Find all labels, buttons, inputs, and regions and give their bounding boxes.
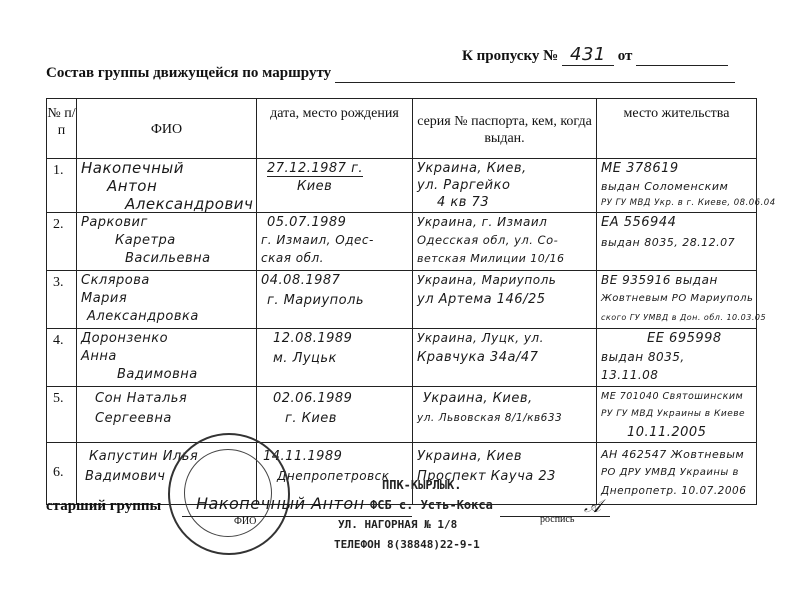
passport-line: Украина, Мариуполь xyxy=(417,273,557,287)
cell-passport xyxy=(413,159,597,213)
residence-line: 13.11.08 xyxy=(601,368,659,382)
col-num: № п/п xyxy=(47,99,77,159)
fio-line: Анна xyxy=(81,349,117,364)
residence-line: Днепропетр. 10.07.2006 xyxy=(601,485,747,497)
cell-birth xyxy=(257,329,413,387)
passport-line: 4 кв 73 xyxy=(437,195,490,210)
fio-line: Вадимович xyxy=(85,469,166,484)
residence-line: Жовтневым РО Мариуполь xyxy=(601,293,754,304)
fio-line: Накопечный xyxy=(81,159,185,177)
fio-line: Мария xyxy=(81,291,128,306)
pass-label: К пропуску № xyxy=(462,48,559,64)
cell-birth xyxy=(257,159,413,213)
passport-line: ул Артема 146/25 xyxy=(417,292,546,307)
birth-line: 27.12.1987 г. xyxy=(267,161,364,176)
pass-number: 431 xyxy=(562,44,614,66)
residence-line: РУ ГУ МВД Украины в Киеве xyxy=(601,409,746,419)
cell-birth xyxy=(257,387,413,443)
stamp-phone: ТЕЛЕФОН 8(38848)22-9-1 xyxy=(334,538,480,551)
row-num: 4. xyxy=(47,329,77,387)
birth-line: 05.07.1989 xyxy=(267,215,347,230)
cell-residence xyxy=(597,329,757,387)
cell-passport xyxy=(413,387,597,443)
cell-fio xyxy=(77,159,257,213)
fio-caption: ФИО xyxy=(234,516,257,527)
residence-line: РО ДРУ УМВД Украины в xyxy=(601,467,739,478)
residence-line: 10.11.2005 xyxy=(627,425,707,440)
birth-line: 04.08.1987 xyxy=(261,273,341,288)
fio-line: Васильевна xyxy=(125,251,211,266)
residence-line: выдан Соломенским xyxy=(601,180,729,193)
col-passport: серия № паспорта, кем, когда выдан. xyxy=(413,99,597,159)
stamp-org: ППК-КЫРЛЫК. xyxy=(382,478,462,492)
passport-line: Украина, Луцк, ул. xyxy=(417,331,544,345)
org-stamp xyxy=(334,478,550,560)
col-birth: дата, место рождения xyxy=(257,99,413,159)
fio-line: Сергеевна xyxy=(95,411,172,426)
passport-line: Украина, Киев, xyxy=(423,391,533,406)
cell-passport xyxy=(413,271,597,329)
cell-residence xyxy=(597,159,776,213)
cell-fio xyxy=(77,329,257,387)
birth-line: г. Киев xyxy=(285,411,337,426)
fio-line: Александровка xyxy=(87,309,199,324)
fio-line: Склярова xyxy=(81,273,150,288)
residence-line: АН 462547 Жовтневым xyxy=(601,448,745,461)
residence-line: МЕ 701040 Святошинским xyxy=(601,391,744,402)
fio-line: Капустин Илья xyxy=(89,449,199,464)
table-row xyxy=(47,159,757,213)
row-num: 5. xyxy=(47,387,77,443)
cell-fio xyxy=(77,271,257,329)
fio-line: Рарковиг xyxy=(81,215,148,230)
passport-line: Украина, Киев, xyxy=(417,161,527,176)
residence-line: выдан 8035, xyxy=(601,350,685,364)
row-num: 2. xyxy=(47,213,77,271)
passport-line: Украина, г. Измаил xyxy=(417,215,548,229)
passport-line: Украина, Киев xyxy=(417,449,523,464)
cell-birth xyxy=(257,271,413,329)
cell-fio xyxy=(77,213,257,271)
stamp-agency: ФСБ с. Усть-Кокса xyxy=(370,498,493,512)
row-num: 3. xyxy=(47,271,77,329)
fio-line: Антон xyxy=(107,177,158,195)
row-num: 6. xyxy=(47,443,77,505)
fio-line: Сон Наталья xyxy=(95,391,188,406)
from-date-blank xyxy=(636,48,728,66)
passport-line: ветская Милиции 10/16 xyxy=(417,252,565,265)
fio-line: Вадимовна xyxy=(117,367,198,382)
table-row xyxy=(47,271,757,329)
residence-line: ВЕ 935916 выдан xyxy=(601,273,718,287)
from-label: от xyxy=(617,48,633,64)
residence-line: ЕЕ 695998 xyxy=(647,331,722,346)
route-title xyxy=(46,65,735,83)
birth-line: ская обл. xyxy=(261,251,324,265)
residence-line: РУ ГУ МВД Укр. в г. Киеве, 08.06.04 xyxy=(601,198,776,208)
leader-name: Накопечный Антон xyxy=(196,494,365,513)
stamp-street: УЛ. НАГОРНАЯ № 1/8 xyxy=(338,518,458,531)
cell-passport xyxy=(413,213,597,271)
group-table xyxy=(46,98,776,505)
col-fio: ФИО xyxy=(77,99,257,159)
table-row xyxy=(47,387,757,443)
cell-residence xyxy=(597,387,757,443)
cell-birth xyxy=(257,213,413,271)
birth-line: 14.11.1989 xyxy=(263,449,343,464)
birth-line: Киев xyxy=(297,179,333,194)
cell-residence xyxy=(597,443,757,505)
residence-line: ского ГУ УМВД в Дон. обл. 10.03.05 xyxy=(601,313,767,322)
fio-line: Каретра xyxy=(115,233,176,248)
cell-residence xyxy=(597,213,757,271)
passport-line: ул. Раргейко xyxy=(417,178,511,193)
signature-caption: роспись xyxy=(540,514,575,525)
residence-line: выдан 8035, 28.12.07 xyxy=(601,236,736,249)
fio-line: Александрович xyxy=(125,195,254,213)
table-row xyxy=(47,213,757,271)
birth-line: 02.06.1989 xyxy=(273,391,353,406)
residence-line: МЕ 378619 xyxy=(601,161,679,176)
passport-line: Проспект Кауча 23 xyxy=(417,469,556,484)
leader-label: старший группы xyxy=(46,498,162,514)
passport-line: Одесская обл, ул. Со- xyxy=(417,233,559,247)
route-blank xyxy=(335,65,735,83)
birth-line: г. Мариуполь xyxy=(267,293,365,308)
cell-residence xyxy=(597,271,767,329)
birth-line: 12.08.1989 xyxy=(273,331,353,346)
birth-line: г. Измаил, Одес- xyxy=(261,233,374,247)
col-residence: место жительства xyxy=(597,99,757,159)
cell-passport xyxy=(413,329,597,387)
passport-line: Кравчука 34а/47 xyxy=(417,350,539,365)
residence-line: ЕА 556944 xyxy=(601,215,677,230)
pass-header xyxy=(462,44,728,66)
row-num: 1. xyxy=(47,159,77,213)
birth-line: м. Луцьк xyxy=(273,351,337,366)
signature-icon: 𝒜 xyxy=(584,496,602,517)
birth-line: Днепропетровск xyxy=(277,469,390,483)
table-row xyxy=(47,329,757,387)
fio-line: Доронзенко xyxy=(81,331,169,346)
passport-line: ул. Львовская 8/1/кв633 xyxy=(417,412,563,424)
route-title-text: Состав группы движущейся по маршруту xyxy=(46,65,332,81)
